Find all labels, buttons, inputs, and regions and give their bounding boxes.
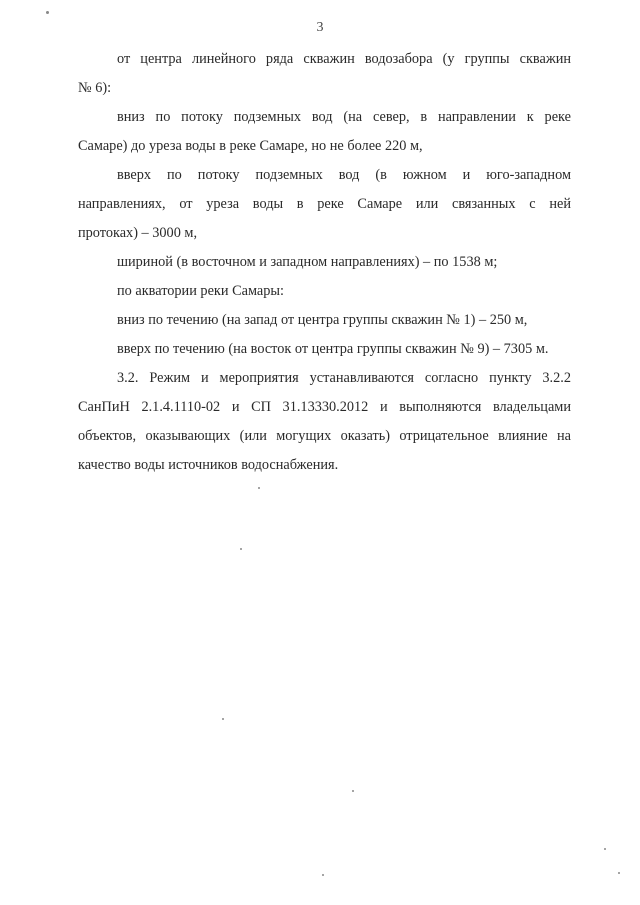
text-line: объектов, оказывающих (или могущих оказать) отрицательное влияние на (78, 428, 571, 444)
scan-speck (258, 487, 260, 489)
scan-speck (322, 874, 324, 876)
text-line: направлениях, от уреза воды в реке Самаре или связанных с ней (78, 196, 571, 212)
text-line: вниз по течению (на запад от центра группы скважин № 1) – 250 м, (117, 312, 528, 328)
text-line: качество воды источников водоснабжения. (78, 457, 339, 473)
scan-speck (604, 848, 606, 850)
scan-speck (240, 548, 242, 550)
text-line: по акватории реки Самары: (117, 283, 285, 299)
text-line: от центра линейного ряда скважин водозабора (у группы скважин (117, 51, 571, 67)
scan-speck (352, 790, 354, 792)
text-line: вверх по потоку подземных вод (в южном и юго-западном (117, 167, 571, 183)
scan-speck (618, 872, 620, 874)
page-number: 3 (316, 20, 324, 35)
text-line: № 6): (78, 80, 112, 96)
document-body (78, 45, 571, 480)
text-line: протоках) – 3000 м, (78, 225, 198, 241)
text-line: СанПиН 2.1.4.1110-02 и СП 31.13330.2012 и выполняются владельцами (78, 399, 571, 415)
text-line: Самаре) до уреза воды в реке Самаре, но не более 220 м, (78, 138, 423, 154)
text-line: вверх по течению (на восток от центра группы скважин № 9) – 7305 м. (117, 341, 549, 357)
text-line: шириной (в восточном и западном направлениях) – по 1538 м; (117, 254, 498, 270)
text-line: 3.2. Режим и мероприятия устанавливаются согласно пункту 3.2.2 (117, 370, 571, 386)
scan-speck (222, 718, 224, 720)
text-line: вниз по потоку подземных вод (на север, в направлении к реке (117, 109, 571, 125)
scan-speck (46, 11, 49, 14)
